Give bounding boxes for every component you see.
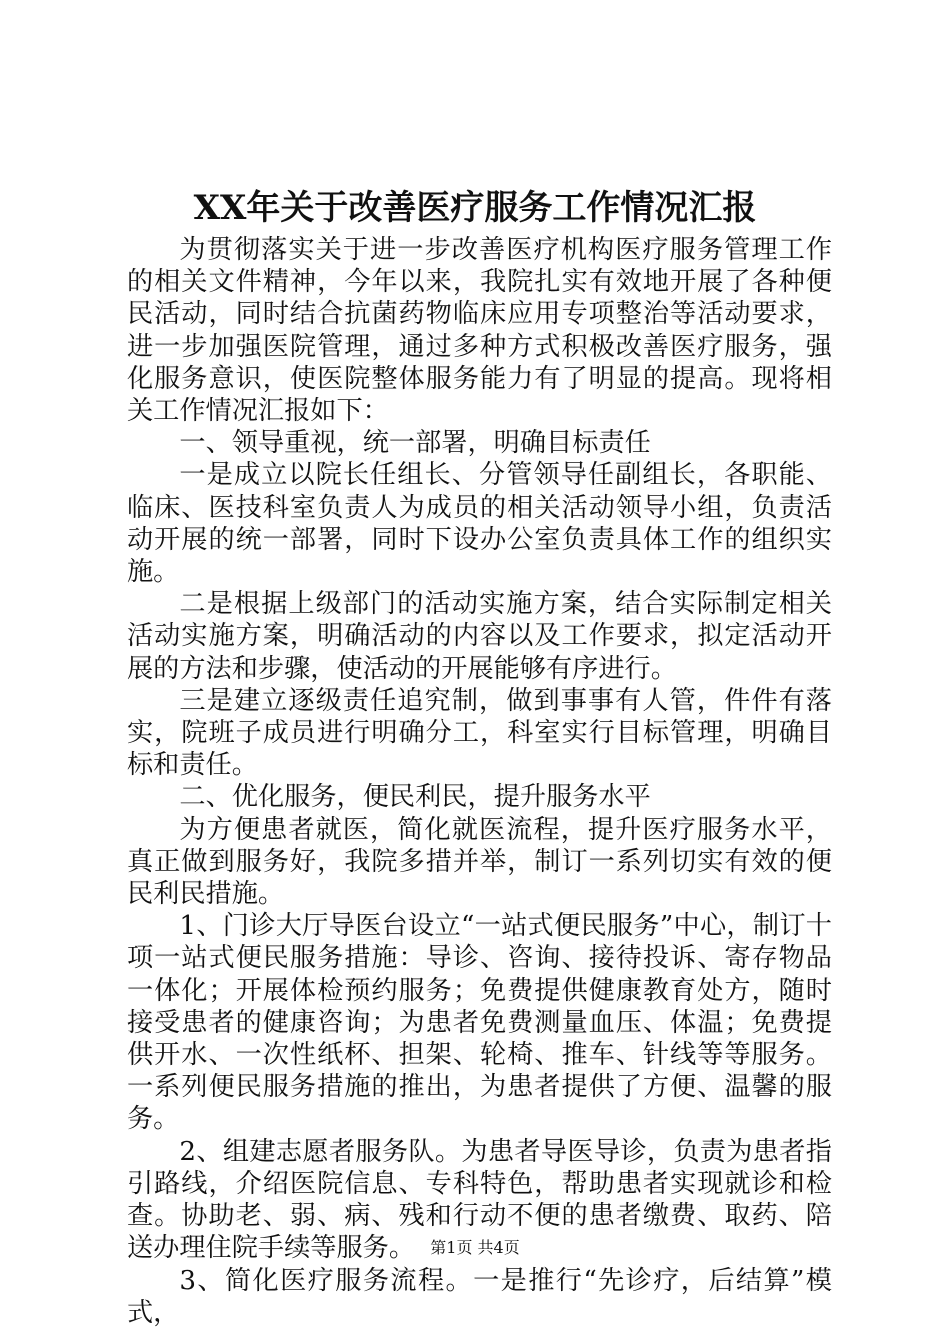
paragraph-item-3: 三是建立逐级责任追究制，做到事事有人管，件件有落实，院班子成员进行明确分工，科室实行目标管理，明确目标和责任。 [127, 685, 832, 781]
paragraph-numbered-1: 1、门诊大厅导医台设立“一站式便民服务”中心，制订十项一站式便民服务措施：导诊、咨询、接待投诉、寄存物品一体化；开展体检预约服务；免费提供健康教育处方，随时接受患者的健康咨询；为患者免费测量血压、体温；免费提供开水、一次性纸杯、担架、轮椅、推车、针线等等服务。一系列便民服务措施的推出，为患者提供了方便、温馨的服务。 [127, 911, 832, 1135]
paragraph-numbered-3: 3、简化医疗服务流程。一是推行“先诊疗，后结算”模式， [127, 1265, 832, 1328]
section-heading-1: 一、领导重视，统一部署，明确目标责任 [179, 428, 651, 459]
document-body [127, 234, 832, 1329]
paragraph-intro: 为贯彻落实关于进一步改善医疗机构医疗服务管理工作的相关文件精神，今年以来，我院扎实有效地开展了各种便民活动，同时结合抗菌药物临床应用专项整治等活动要求，进一步加强医院管理，通过多种方式积极改善医疗服务，强化服务意识，使医院整体服务能力有了明显的提高。现将相关工作情况汇报如下： [127, 235, 832, 427]
paragraph-section-2-intro: 为方便患者就医，简化就医流程，提升医疗服务水平，真正做到服务好，我院多措并举，制订一系列切实有效的便民利民措施。 [127, 814, 832, 910]
page-number-footer: 第1页 共4页 [430, 1238, 520, 1257]
paragraph-item-1: 一是成立以院长任组长、分管领导任副组长，各职能、临床、医技科室负责人为成员的相关活动领导小组，负责活动开展的统一部署，同时下设办公室负责具体工作的组织实施。 [127, 460, 832, 588]
paragraph-item-2: 二是根据上级部门的活动实施方案，结合实际制定相关活动实施方案，明确活动的内容以及工作要求，拟定活动开展的方法和步骤，使活动的开展能够有序进行。 [127, 589, 832, 684]
document-title: XX年关于改善医疗服务工作情况汇报 [193, 188, 757, 228]
section-heading-2: 二、优化服务，便民利民，提升服务水平 [179, 782, 651, 813]
paragraph-numbered-2: 2、组建志愿者服务队。为患者导医导诊，负责为患者指引路线，介绍医院信息、专科特色，帮助患者实现就诊和检查。协助老、弱、病、残和行动不便的患者缴费、取药、陪送办理住院手续等服务。 [127, 1136, 832, 1264]
